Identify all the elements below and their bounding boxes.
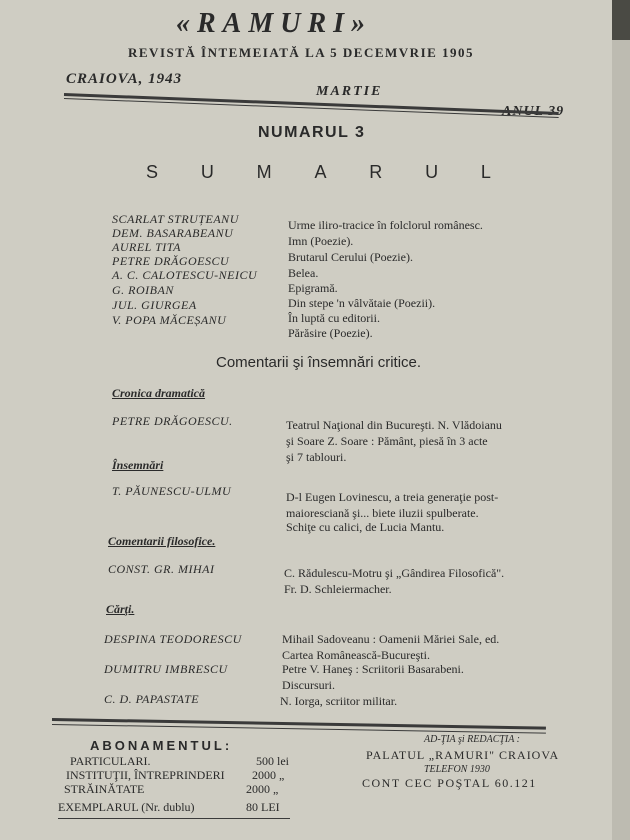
contents-author: DEM. BASARABEANU	[112, 226, 234, 240]
header-rule-thin	[64, 98, 559, 118]
contents-author: A. C. CALOTESCU-NEICU	[112, 268, 258, 282]
footer-bottom-rule	[58, 818, 290, 819]
summary-letter: U	[425, 162, 439, 182]
carti-line: N. Iorga, scriitor militar.	[280, 694, 398, 708]
contents-author: V. POPA MĂCEȘANU	[112, 313, 227, 327]
contents-author: SCARLAT STRUȚEANU	[112, 212, 239, 226]
comments-heading: Comentarii şi însemnări critice.	[216, 354, 422, 371]
rate-price: 80 LEI	[246, 800, 280, 814]
filosofice-line: C. Rădulescu-Motru şi „Gândirea Filosofică".	[284, 566, 505, 580]
summary-heading	[146, 162, 491, 183]
rate-label: EXEMPLARUL (Nr. dublu)	[58, 800, 195, 814]
palace-address: PALATUL „RAMURI" CRAIOVA	[366, 748, 560, 762]
contents-work: Urme iliro-tracice în folclorul românesc.	[288, 218, 483, 232]
carti-author: DESPINA TEODORESCU	[104, 632, 242, 646]
summary-letter: U	[200, 162, 214, 182]
summary-letter: A	[314, 162, 327, 182]
insemnari-line: D-l Eugen Lovinescu, a treia generaţie post-	[286, 490, 499, 504]
postal-account: CONT CEC POŞTAL 60.121	[362, 776, 537, 790]
redaction-label: AD-ŢIA şi REDACŢIA :	[424, 734, 521, 745]
rate-label: PARTICULARI.	[70, 754, 151, 768]
subscription-heading: ABONAMENTUL:	[90, 738, 233, 753]
filosofice-line: Fr. D. Schleiermacher.	[284, 582, 392, 596]
carti-line: Cartea Românească-Bucureşti.	[282, 648, 430, 662]
summary-letter: R	[369, 162, 383, 182]
summary-letter: L	[480, 162, 491, 182]
insemnari-author: T. PĂUNESCU-ULMU	[112, 484, 232, 498]
contents-work: Din stepe 'n vâlvătaie (Poezii).	[288, 296, 436, 310]
carti-line: Mihail Sadoveanu : Oamenii Măriei Sale, ed.	[282, 632, 500, 646]
contents-work: În luptă cu editorii.	[288, 311, 380, 325]
issue-number: NUMARUL 3	[258, 124, 366, 141]
cronica-line: şi 7 tablouri.	[286, 450, 347, 464]
cronica-author: PETRE DRĂGOESCU.	[112, 414, 233, 428]
city-year: CRAIOVA, 1943	[66, 71, 183, 87]
contents-work: Imn (Poezie).	[288, 234, 354, 248]
section-heading-insemnari: Însemnări	[112, 458, 164, 472]
summary-letter: M	[256, 162, 272, 182]
carti-line: Petre V. Haneş : Scriitorii Basarabeni.	[282, 662, 464, 676]
issue-month: MARTIE	[316, 84, 383, 99]
carti-author: DUMITRU IMBRESCU	[104, 662, 228, 676]
rate-price: 2000 „	[252, 768, 285, 782]
magazine-subtitle: REVISTĂ ÎNTEMEIATĂ LA 5 DECEMVRIE 1905	[128, 45, 475, 60]
phone-number: TELEFON 1930	[424, 764, 490, 775]
section-heading-cronica: Cronica dramatică	[112, 386, 206, 400]
section-heading-carti: Cărţi.	[106, 602, 135, 616]
rate-price: 500 lei	[256, 754, 289, 768]
contents-work: Brutarul Cerului (Poezie).	[288, 250, 413, 264]
cronica-line: şi Soare Z. Soare : Pământ, piesă în 3 acte	[286, 434, 488, 448]
filosofice-author: CONST. GR. MIHAI	[108, 562, 215, 576]
contents-work: Epigramă.	[288, 281, 338, 295]
carti-author: C. D. PAPASTATE	[104, 692, 200, 706]
rate-label: STRĂINĂTATE	[64, 782, 145, 796]
contents-author: G. ROIBAN	[112, 283, 174, 297]
contents-author: PETRE DRĂGOESCU	[112, 254, 230, 268]
insemnari-line: Schiţe cu calici, de Lucia Mantu.	[286, 520, 445, 534]
rate-label: INSTITUŢII, ÎNTREPRINDERI	[66, 768, 225, 782]
contents-author: JUL. GIURGEA	[112, 298, 197, 312]
insemnari-line: maiorescianǎ şi... biete iluzii spulberate.	[286, 506, 479, 520]
carti-line: Discursuri.	[282, 678, 335, 692]
issue-year: ANUL 39	[502, 104, 565, 119]
summary-letter: S	[146, 162, 159, 182]
contents-work: Belea.	[288, 266, 319, 280]
section-heading-filosofice: Comentarii filosofice.	[108, 534, 216, 548]
header-rule	[64, 93, 559, 115]
rate-price: 2000 „	[246, 782, 279, 796]
contents-work: Părăsire (Poezie).	[288, 326, 373, 340]
magazine-title: «RAMURI»	[176, 8, 373, 39]
cronica-line: Teatrul Naţional din Bucureşti. N. Vlădoianu	[286, 418, 502, 432]
contents-author: AUREL TITA	[112, 240, 181, 254]
